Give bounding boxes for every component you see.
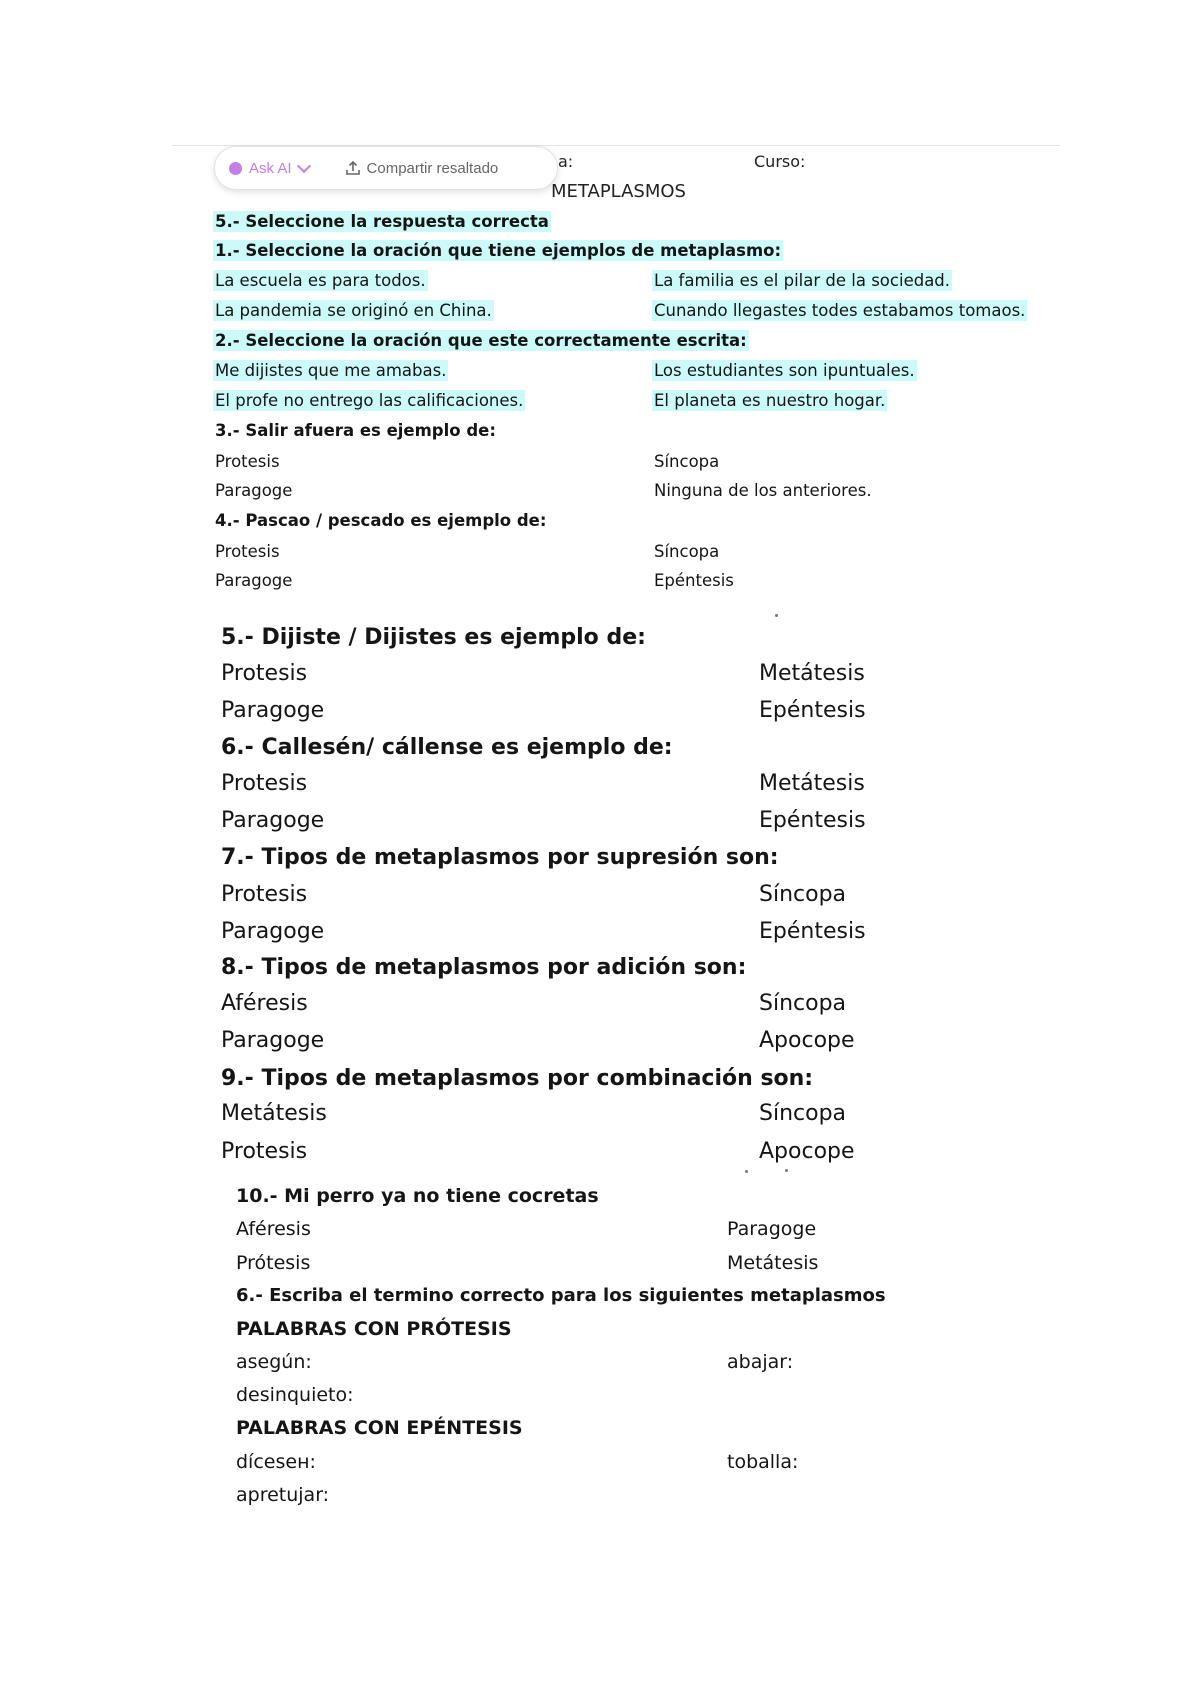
- scan-speck: [785, 1169, 788, 1172]
- epentesis-heading: PALABRAS CON EPÉNTESIS: [236, 1417, 523, 1439]
- q8-option-a: Aféresis: [221, 991, 308, 1016]
- q6-question: 6.- Callesén/ cállense es ejemplo de:: [221, 735, 673, 760]
- q1-option-d: Cunando llegastes todes estabamos tomaos.: [654, 301, 1026, 320]
- share-icon: [345, 160, 361, 176]
- epentesis-word: toballa:: [727, 1451, 799, 1473]
- q3-option-b: Síncopa: [654, 452, 720, 471]
- q9-question: 9.- Tipos de metaplasmos por combinación son:: [221, 1066, 814, 1091]
- protesis-word: asegún:: [236, 1351, 312, 1373]
- q6-option-b: Metátesis: [759, 771, 865, 796]
- protesis-word: abajar:: [727, 1351, 794, 1373]
- q3-option-c: Paragoge: [215, 481, 293, 500]
- q10-option-a: Aféresis: [236, 1218, 311, 1240]
- q2-option-c: El profe no entrego las calificaciones.: [215, 391, 524, 410]
- ask-ai-button[interactable]: [229, 160, 309, 177]
- q2-option-a: Me dijistes que me amabas.: [215, 361, 447, 380]
- q5-question: 5.- Dijiste / Dijistes es ejemplo de:: [221, 625, 646, 650]
- q6-option-d: Epéntesis: [759, 808, 866, 833]
- section5-title: 5.- Seleccione la respuesta correcta: [215, 212, 549, 231]
- q8-option-c: Paragoge: [221, 1028, 325, 1053]
- q6-option-c: Paragoge: [221, 808, 325, 833]
- highlight-toolbar: [214, 146, 558, 190]
- q3-option-a: Protesis: [215, 452, 280, 471]
- q9-option-a: Metátesis: [221, 1101, 327, 1126]
- q4-question: 4.- Pascao / pescado es ejemplo de:: [215, 511, 547, 530]
- q3-option-d: Ninguna de los anteriores.: [654, 481, 872, 500]
- q8-option-d: Apocope: [759, 1028, 855, 1053]
- ai-dot-icon: [229, 162, 242, 175]
- epentesis-word: díceseн:: [236, 1451, 316, 1473]
- epentesis-word: apretujar:: [236, 1484, 330, 1506]
- q7-option-b: Síncopa: [759, 882, 847, 907]
- ask-ai-label: Ask AI: [249, 159, 292, 177]
- chevron-down-icon[interactable]: [296, 158, 310, 172]
- q10-question: 10.- Mi perro ya no tiene cocretas: [236, 1185, 599, 1207]
- q9-option-b: Síncopa: [759, 1101, 847, 1126]
- course-label: Curso:: [754, 152, 806, 171]
- q8-question: 8.- Tipos de metaplasmos por adición son:: [221, 955, 747, 980]
- share-highlight-button[interactable]: [345, 160, 499, 177]
- q4-option-a: Protesis: [215, 542, 280, 561]
- q10-option-d: Metátesis: [727, 1252, 819, 1274]
- q8-option-b: Síncopa: [759, 991, 847, 1016]
- q2-option-d: El planeta es nuestro hogar.: [654, 391, 886, 410]
- q6-option-a: Protesis: [221, 771, 308, 796]
- q1-question: 1.- Seleccione la oración que tiene ejemplos de metaplasmo:: [215, 241, 782, 260]
- q2-question: 2.- Seleccione la oración que este correctamente escrita:: [215, 331, 747, 350]
- header-fragment: a:: [558, 152, 574, 171]
- scan-speck: [775, 614, 778, 617]
- q5-option-b: Metátesis: [759, 661, 865, 686]
- share-highlight-label: Compartir resaltado: [366, 159, 499, 177]
- q5-option-d: Epéntesis: [759, 698, 866, 723]
- q7-option-c: Paragoge: [221, 919, 325, 944]
- q1-option-a: La escuela es para todos.: [215, 271, 426, 290]
- q7-option-a: Protesis: [221, 882, 308, 907]
- q10-option-c: Prótesis: [236, 1252, 311, 1274]
- q2-option-b: Los estudiantes son ipuntuales.: [654, 361, 915, 380]
- q1-option-c: La pandemia se originó en China.: [215, 301, 492, 320]
- q5-option-c: Paragoge: [221, 698, 325, 723]
- q3-question: 3.- Salir afuera es ejemplo de:: [215, 421, 496, 440]
- scan-speck: [745, 1170, 748, 1173]
- q5-option-a: Protesis: [221, 661, 308, 686]
- q10-option-b: Paragoge: [727, 1218, 817, 1240]
- q7-question: 7.- Tipos de metaplasmos por supresión son:: [221, 845, 779, 870]
- protesis-word: desinquieto:: [236, 1384, 354, 1406]
- q4-option-d: Epéntesis: [654, 571, 734, 590]
- q1-option-b: La familia es el pilar de la sociedad.: [654, 271, 951, 290]
- q4-option-c: Paragoge: [215, 571, 293, 590]
- section6-title: 6.- Escriba el termino correcto para los siguientes metaplasmos: [236, 1285, 886, 1306]
- q9-option-d: Apocope: [759, 1139, 855, 1164]
- protesis-heading: PALABRAS CON PRÓTESIS: [236, 1318, 512, 1340]
- q9-option-c: Protesis: [221, 1139, 308, 1164]
- document-title: METAPLASMOS: [551, 181, 686, 202]
- q4-option-b: Síncopa: [654, 542, 720, 561]
- q7-option-d: Epéntesis: [759, 919, 866, 944]
